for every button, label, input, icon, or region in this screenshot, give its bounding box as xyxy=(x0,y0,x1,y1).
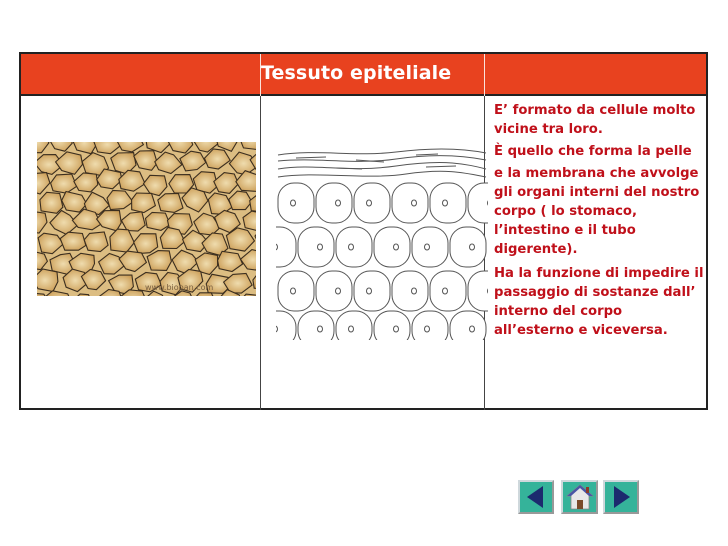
tissue-cell xyxy=(37,269,58,292)
cell-nucleus xyxy=(349,244,354,250)
tissue-cell xyxy=(84,232,108,252)
cell-nucleus xyxy=(276,326,278,332)
page-title: Tessuto epiteliale xyxy=(261,62,452,84)
tissue-cell xyxy=(450,311,486,340)
cell-nucleus xyxy=(412,288,417,294)
description-text xyxy=(494,101,704,345)
tissue-cell xyxy=(412,311,448,340)
tissue-cell xyxy=(316,271,352,311)
previous-button[interactable] xyxy=(518,480,554,514)
triangle-right-icon xyxy=(608,484,634,510)
tissue-cell xyxy=(392,271,428,311)
tissue-cell xyxy=(298,227,334,267)
cell-nucleus xyxy=(425,244,430,250)
cell-nucleus xyxy=(488,200,489,206)
tissue-cell xyxy=(276,311,296,340)
header-divider xyxy=(484,54,485,96)
cell-nucleus xyxy=(394,244,399,250)
cell-nucleus xyxy=(412,200,417,206)
triangle-left-icon xyxy=(523,484,549,510)
epithelium-photo xyxy=(37,142,256,296)
cell-nucleus xyxy=(470,326,475,332)
cell-nucleus xyxy=(291,200,296,206)
column-divider xyxy=(260,96,261,410)
cell-nucleus xyxy=(349,326,354,332)
cell-nucleus xyxy=(443,288,448,294)
tissue-cell xyxy=(336,311,372,340)
tissue-cell xyxy=(392,183,428,223)
house-icon xyxy=(565,483,595,511)
tissue-cell xyxy=(374,227,410,267)
tissue-cell xyxy=(374,311,410,340)
description-paragraph: e la membrana che avvolge gli organi interni del nostro corpo ( lo stomaco, l’intestino e il tubo digerente). xyxy=(494,166,700,257)
cell-nucleus xyxy=(488,288,489,294)
cell-nucleus xyxy=(425,326,430,332)
tissue-cell xyxy=(468,183,488,223)
description-paragraph: Ha la funzione di impedire il passaggio di sostanze dall’ interno del corpo all’esterno e viceversa. xyxy=(494,266,704,338)
content-table xyxy=(19,52,708,410)
description-paragraph: È quello che forma la pelle xyxy=(494,144,692,159)
cell-nucleus xyxy=(276,244,278,250)
cell-nucleus xyxy=(318,326,323,332)
description-paragraph: E’ formato da cellule molto vicine tra loro. xyxy=(494,103,696,137)
cell-nucleus xyxy=(367,288,372,294)
tissue-cell xyxy=(40,192,63,213)
cell-nucleus xyxy=(367,200,372,206)
cell-nucleus xyxy=(336,288,341,294)
home-button[interactable] xyxy=(561,480,598,514)
cell-nucleus xyxy=(394,326,399,332)
cell-nucleus xyxy=(318,244,323,250)
tissue-cell xyxy=(158,193,183,212)
next-button[interactable] xyxy=(603,480,639,514)
tissue-cell xyxy=(468,271,488,311)
tissue-cell xyxy=(60,232,86,250)
tissue-cell xyxy=(316,183,352,223)
cell-nucleus xyxy=(443,200,448,206)
cell-nucleus xyxy=(336,200,341,206)
cell-nucleus xyxy=(291,288,296,294)
tissue-cell xyxy=(450,227,486,267)
photo-watermark: www.biopan.com xyxy=(145,283,214,292)
tissue-cell xyxy=(276,227,296,267)
cell-nucleus xyxy=(470,244,475,250)
table-header xyxy=(21,54,706,96)
tissue-cell xyxy=(298,311,334,340)
epithelium-drawing xyxy=(276,147,488,340)
